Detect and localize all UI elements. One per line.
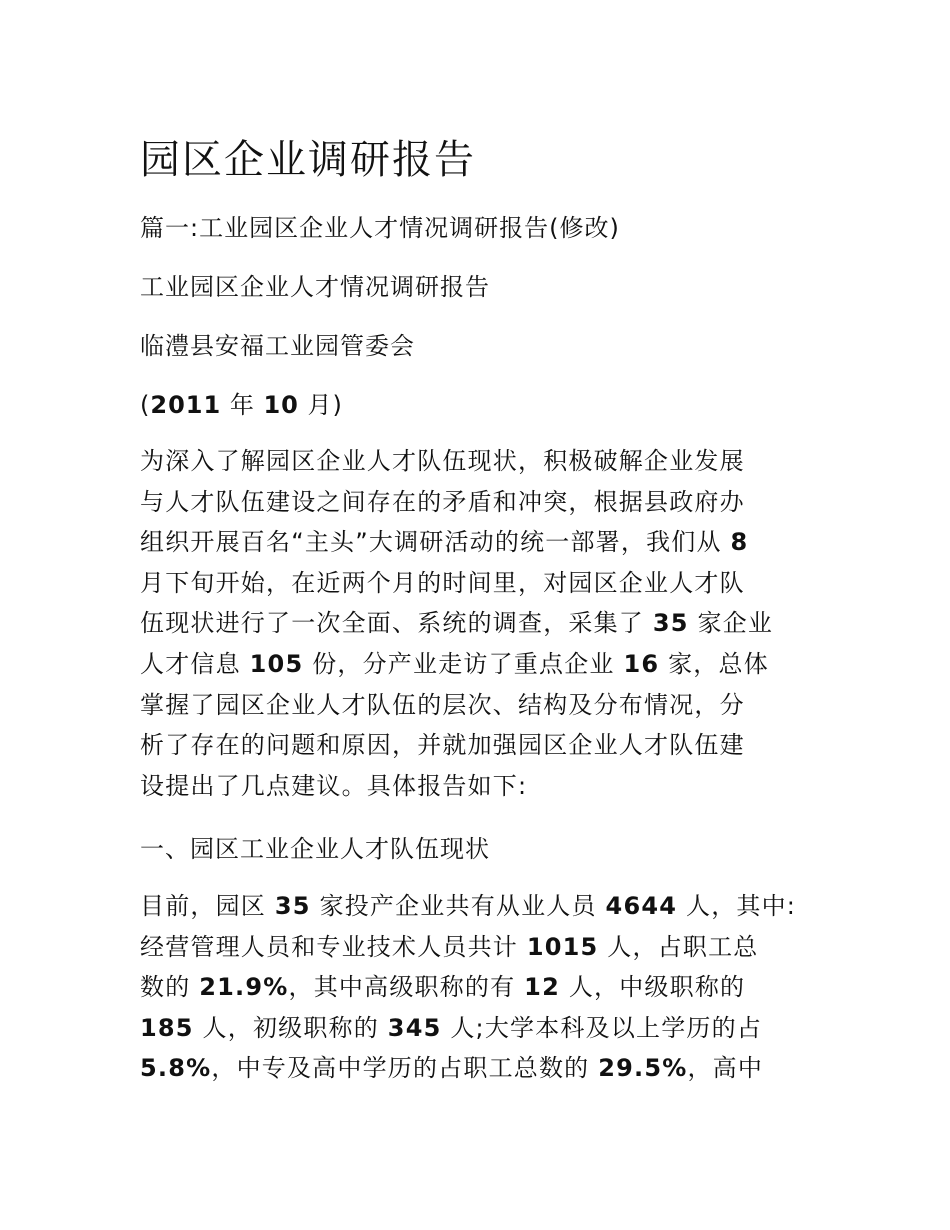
report-title: 工业园区企业人才情况调研报告 (140, 273, 490, 301)
text-run: 家企业 (697, 609, 774, 638)
text-run: 家投产企业共有从业人员 (319, 892, 597, 920)
section-heading: 一、园区工业企业人才队伍现状 (140, 835, 490, 863)
text-run: 人，初级职称的 (202, 1013, 379, 1042)
paragraph-line: 析了存在的问题和原因，并就加强园区企业人才队伍建 (140, 731, 745, 760)
intro-paragraph (140, 441, 830, 806)
report-date (140, 385, 343, 420)
text-run: 伍现状进行了一次全面、系统的调查，采集了 (140, 609, 644, 638)
text-run: ，高中 (687, 1054, 764, 1083)
paragraph-line (140, 927, 830, 968)
paragraph-line: 掌握了园区企业人才队伍的层次、结构及分布情况，分 (140, 690, 745, 719)
number: 21.9% (199, 973, 289, 1002)
text-run: ，中专及高中学历的占职工总数的 (211, 1054, 590, 1083)
paragraph-line (140, 1008, 830, 1049)
paragraph-line (140, 967, 830, 1008)
document-title: 园区企业调研报告 (140, 137, 476, 183)
text-run: 人，占职工总 (607, 932, 759, 961)
number: 35 (652, 609, 689, 638)
number: 345 (387, 1013, 442, 1042)
text-run: 人，中级职称的 (568, 973, 746, 1002)
number: 5.8% (140, 1054, 212, 1083)
paragraph-line (140, 603, 830, 644)
number: 8 (730, 528, 749, 557)
text-run: ，其中高级职称的有 (288, 973, 516, 1002)
number: 12 (524, 973, 560, 1002)
text-run: 家，总体 (668, 649, 769, 678)
paragraph-line: 设提出了几点建议。具体报告如下: (140, 771, 528, 800)
paragraph-line (140, 1048, 830, 1089)
date-month: 10 (263, 391, 299, 419)
text-run: 份，分产业走访了重点企业 (312, 649, 615, 678)
number: 1015 (526, 932, 599, 961)
text-run: 组织开展百名“主头”大调研活动的统一部署，我们从 (140, 528, 722, 557)
subtitle: 篇一:工业园区企业人才情况调研报告(修改) (140, 214, 620, 242)
number: 29.5% (598, 1054, 688, 1083)
number: 185 (140, 1013, 194, 1042)
number: 105 (249, 649, 304, 678)
section1-paragraph (140, 886, 830, 1089)
text-run: 经营管理人员和专业技术人员共计 (140, 932, 518, 961)
paragraph-line (140, 644, 830, 685)
number: 16 (623, 649, 660, 678)
text-run: 目前，园区 (140, 892, 266, 920)
text-run: 人;大学本科及以上学历的占 (450, 1013, 763, 1042)
paragraph-line: 为深入了解园区企业人才队伍现状，积极破解企业发展 (140, 447, 745, 475)
paragraph-line (140, 886, 830, 927)
organization: 临澧县安福工业园管委会 (140, 332, 415, 360)
paragraph-line: 月下旬开始，在近两个月的时间里，对园区企业人才队 (140, 568, 745, 597)
date-open: ( (140, 391, 151, 419)
text-run: 人，其中: (686, 892, 797, 920)
paragraph-line: 与人才队伍建设之间存在的矛盾和冲突，根据县政府办 (140, 487, 745, 516)
number: 35 (274, 892, 311, 920)
paragraph-line (140, 522, 830, 563)
date-year: 2011 (150, 391, 222, 419)
date-month-unit: 月) (307, 391, 343, 419)
date-year-unit: 年 (229, 391, 255, 419)
number: 4644 (605, 892, 678, 920)
text-run: 数的 (140, 973, 191, 1002)
text-run: 人才信息 (140, 649, 241, 678)
